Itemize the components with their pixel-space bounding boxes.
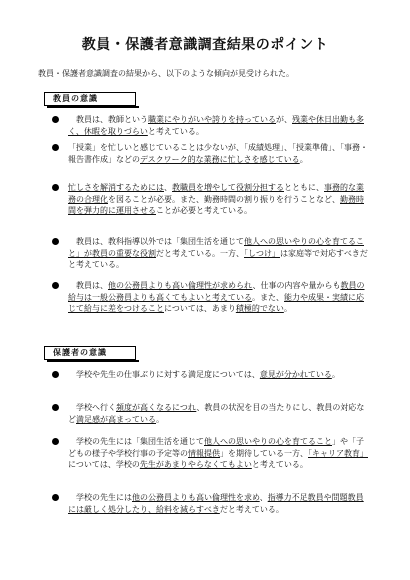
text-segment: 教員は、 <box>68 281 108 290</box>
text-segment: 」を期待している一方、 <box>220 448 308 458</box>
teacher-item <box>52 142 370 165</box>
text-segment: 、教員の状況を目の当たりにし、教員の対応など <box>68 403 365 424</box>
text-segment: 。 <box>331 370 340 379</box>
text-segment: 「授業」を忙しいと感じていることは少ないが、「成績処理」、「授業準備」、「事務・報告書作成」などの <box>68 143 368 164</box>
text-segment: は家庭等で対応すべきだと考えている。 <box>68 248 368 269</box>
teacher-item <box>52 236 370 271</box>
text-segment: ことが必要と考えている。 <box>156 206 252 215</box>
underlined-segment: 他の公務員よりも高い倫理性が求められ <box>108 281 253 290</box>
bullet-icon <box>52 371 59 378</box>
bullet-icon <box>52 282 59 289</box>
underlined-segment: 情報提供 <box>188 448 220 458</box>
text-segment: 学校へ行く <box>68 403 116 412</box>
underlined-segment: 事務的な業務の合理化 <box>68 183 364 204</box>
underlined-segment: 頻度が高くなるにつれ <box>116 403 197 412</box>
text-segment: 。また、 <box>252 292 284 302</box>
item-text <box>68 236 370 271</box>
teacher-item <box>52 280 370 315</box>
underlined-segment: 他人への思いやりの心を育てること」が教員の重要な役割 <box>68 237 364 258</box>
item-text <box>68 182 370 217</box>
underlined-segment: 教職員を増やして役割分担する <box>172 183 284 192</box>
parent-item <box>52 436 370 471</box>
item-text <box>68 492 370 515</box>
text-segment: 学校の先生には <box>68 493 132 502</box>
text-segment: と考えている。 <box>147 126 204 136</box>
bullet-icon <box>52 184 59 191</box>
text-segment: 」や「子どもの様子や学校行事の予定等の <box>68 437 364 458</box>
text-segment: が、 <box>276 115 292 124</box>
underlined-segment: 意見が分かれている <box>259 370 332 379</box>
underlined-segment: 指導力不足教員や問題教員には厳しく処分したり、給料を減らすべき <box>68 493 364 514</box>
item-text <box>68 402 370 425</box>
text-segment: と考えている。 <box>251 460 308 469</box>
underlined-segment: 忙しさを解消するためには <box>68 183 164 192</box>
text-segment: だと考えている。一方、 <box>156 248 244 258</box>
text-segment: 。 <box>156 414 164 424</box>
text-segment: 。 <box>283 304 292 313</box>
underlined-segment: 積極的でない <box>235 304 284 313</box>
teacher-item <box>52 182 370 217</box>
bullet-icon <box>52 404 59 411</box>
intro-text: 教員・保護者意識調査の結果から、以下のような傾向が見受けられた。 <box>38 69 294 78</box>
teacher-item <box>52 114 370 137</box>
bullet-icon <box>52 116 59 123</box>
underlined-segment: デスクワーク的な業務に忙しさを感じている <box>140 154 300 164</box>
text-segment: 、仕事の内容や量からも <box>252 281 341 290</box>
bullet-icon <box>52 144 59 151</box>
underlined-segment: 勤務時間を弾力的に運用させる <box>68 194 364 215</box>
text-segment: については、あまり <box>164 304 236 313</box>
bullet-icon <box>52 438 59 445</box>
text-segment: とともに、 <box>284 183 324 192</box>
text-segment: 学校や先生の仕事ぶりに対する満足度については、 <box>68 370 260 379</box>
page-title: 教員・保護者意識調査結果のポイント <box>81 37 329 53</box>
underlined-segment: 残業や休日出勤も多く、休暇を取りづらい <box>68 115 364 136</box>
underlined-segment: 他の公務員よりも高い倫理性を求め <box>132 493 260 502</box>
text-segment: 、 <box>259 493 268 502</box>
text-segment: 教員は、教師という <box>68 115 148 124</box>
underlined-segment: 満足感が高まっている <box>76 414 156 424</box>
text-segment: 。 <box>299 154 308 164</box>
item-text <box>68 369 370 381</box>
parent-section-header: 保護者の意識 <box>44 346 136 360</box>
teacher-section-header: 教員の意識 <box>44 92 136 106</box>
underlined-segment: 「しつけ」 <box>244 248 280 258</box>
parent-item <box>52 492 370 515</box>
item-text <box>68 436 370 471</box>
underlined-segment: 「キャリア教育」 <box>308 448 368 458</box>
underlined-segment: 職業にやりがいや誇りを持っている <box>148 115 276 124</box>
text-segment: については、学校の <box>68 460 140 469</box>
bullet-icon <box>52 494 59 501</box>
text-segment: 教員は、教科指導以外では「集団生活を通じて <box>68 237 244 246</box>
text-segment: を図ることが必要。また、勤務時間の割り振りを行うことなど、 <box>108 194 340 204</box>
underlined-segment: 教員の給与は一般公務員よりも高くてもよいと考えている <box>68 281 365 302</box>
parent-item <box>52 402 370 425</box>
underlined-segment: 先生があまりやらなくてもよい <box>139 460 252 469</box>
item-text <box>68 280 370 315</box>
underlined-segment: 能力や成果・実績に応じて給与に差をつけること <box>68 292 364 313</box>
item-text <box>68 114 370 137</box>
text-segment: だと考えている。 <box>219 504 284 514</box>
text-segment: 学校の先生には「集団生活を通じて <box>68 437 204 446</box>
item-text <box>68 142 370 165</box>
text-segment: 、 <box>164 183 172 192</box>
parent-item <box>52 369 370 381</box>
underlined-segment: 他人への思いやりの心を育てること <box>204 437 332 446</box>
bullet-icon <box>52 238 59 245</box>
